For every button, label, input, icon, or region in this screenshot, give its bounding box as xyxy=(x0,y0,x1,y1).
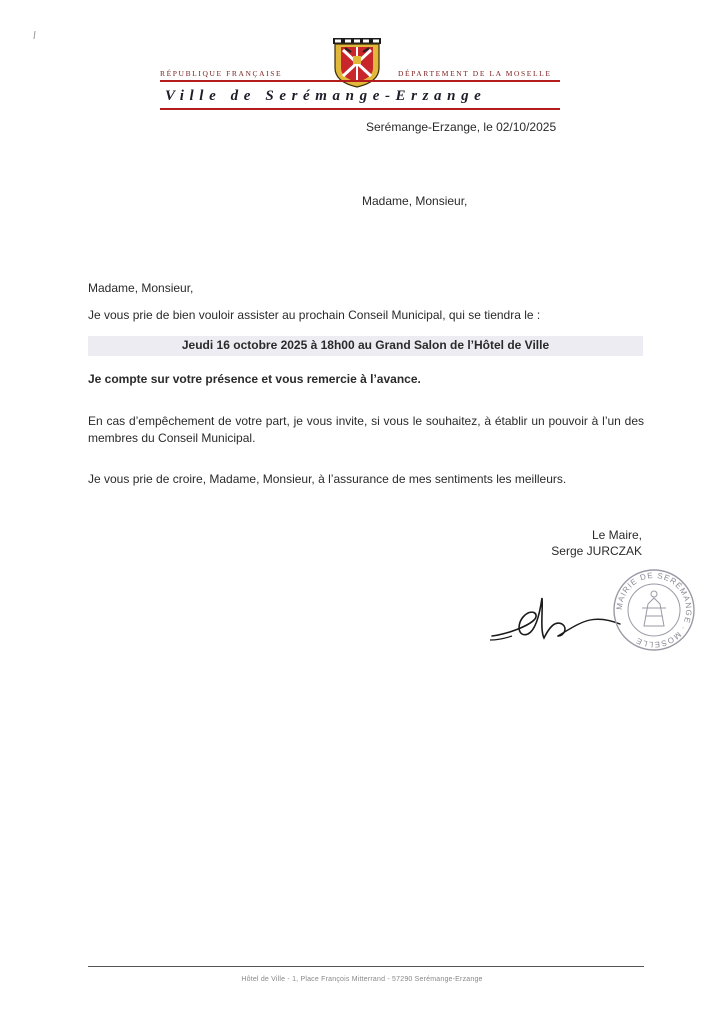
header-departement: DÉPARTEMENT DE LA MOSELLE xyxy=(398,69,552,78)
meeting-details: Jeudi 16 octobre 2025 à 18h00 au Grand Salon de l’Hôtel de Ville xyxy=(181,338,550,352)
meeting-highlight xyxy=(88,336,643,356)
intro-paragraph: Je vous prie de bien vouloir assister au prochain Conseil Municipal, qui se tiendra le : xyxy=(88,308,541,322)
presence-line: Je compte sur votre présence et vous remercie à l’avance. xyxy=(88,372,421,386)
closing-formula: Je vous prie de croire, Madame, Monsieur, à l’assurance de mes sentiments les meilleurs. xyxy=(88,472,567,486)
scan-mark xyxy=(32,30,38,40)
header-rule-top xyxy=(160,80,560,82)
footer-address: Hôtel de Ville - 1, Place François Mitterrand - 57290 Serémange-Erzange xyxy=(241,976,483,983)
header-republique: RÉPUBLIQUE FRANÇAISE xyxy=(160,69,283,78)
official-seal-stamp xyxy=(612,568,696,652)
town-name: Ville de Serémange-Erzange xyxy=(165,88,487,104)
svg-text:MAIRIE DE SERÉMANGE · MOSELLE: MAIRIE DE SERÉMANGE · MOSELLE xyxy=(614,570,694,650)
signatory-name: Serge JURCZAK xyxy=(551,544,642,558)
signatory-title: Le Maire, xyxy=(591,528,642,542)
header-rule-bottom xyxy=(160,108,560,110)
salutation-left: Madame, Monsieur, xyxy=(88,281,194,295)
handwritten-signature xyxy=(488,590,628,650)
footer-rule xyxy=(88,966,644,967)
letter-date: Serémange-Erzange, le 02/10/2025 xyxy=(366,120,557,134)
proxy-paragraph: En cas d’empêchement de votre part, je vous invite, si vous le souhaitez, à établir un pouvoir à l’un des membres du Conseil Municipal. xyxy=(88,414,644,445)
salutation-right: Madame, Monsieur, xyxy=(362,194,468,208)
